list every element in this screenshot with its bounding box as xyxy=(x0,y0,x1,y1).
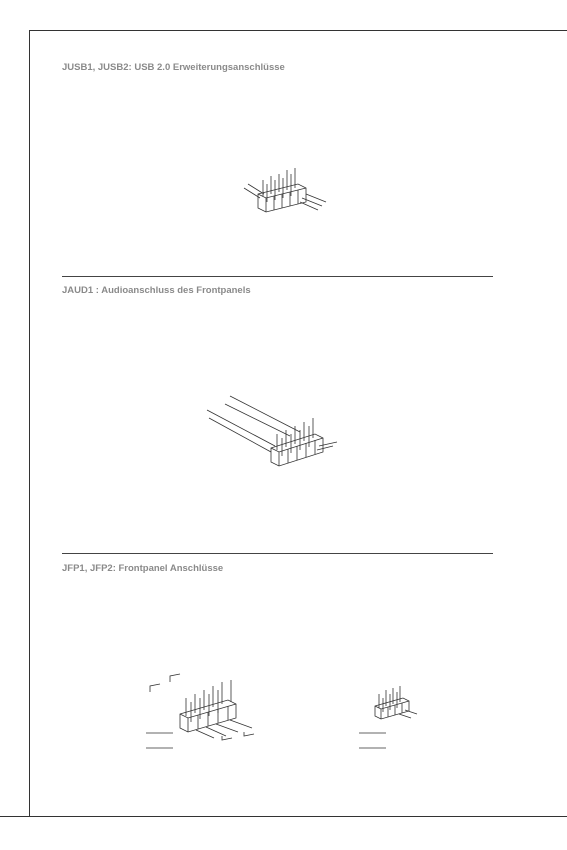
page-frame-top xyxy=(29,30,567,31)
usb-header-diagram xyxy=(240,158,330,218)
jfp-section-title: JFP1, JFP2: Frontpanel Anschlüsse xyxy=(62,563,224,574)
section-divider-1 xyxy=(62,276,493,277)
jfp1-header-diagram xyxy=(140,672,265,764)
page-frame-left xyxy=(29,30,30,816)
jfp2-header-diagram xyxy=(355,680,425,760)
audio-header-diagram xyxy=(205,388,340,468)
page-frame-bottom xyxy=(0,816,567,817)
usb-section-title: JUSB1, JUSB2: USB 2.0 Erweiterungsanschlüsse xyxy=(62,62,285,73)
audio-section-title: JAUD1 : Audioanschluss des Frontpanels xyxy=(62,285,251,296)
section-divider-2 xyxy=(62,553,493,554)
